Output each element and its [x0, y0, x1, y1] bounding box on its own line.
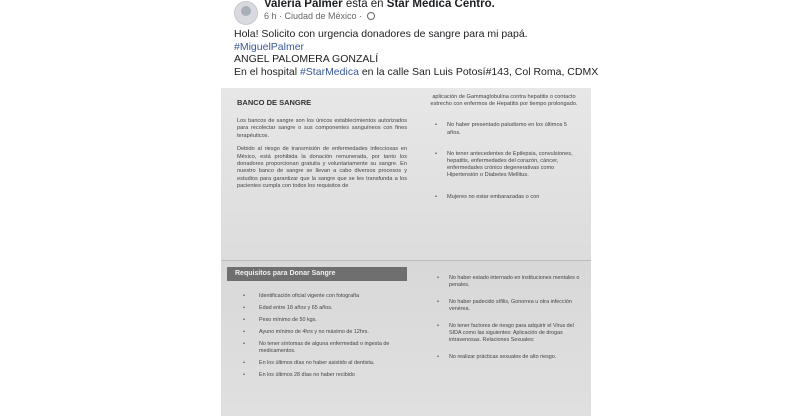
requirements-title: Requisitos para Donar Sangre: [227, 267, 407, 281]
list-item: • No haber padecido sífilis, Gonorrea u otra infección venérea.: [431, 299, 581, 313]
list-item: • En los últimos 28 días no haber recibido: [237, 372, 413, 379]
hashtag-starmedica[interactable]: #StarMedica: [299, 65, 359, 78]
list-item: • Ayuno mínimo de 4hrs y no máximo de 12hrs.: [237, 329, 413, 336]
post-author-line: [264, 0, 495, 10]
requirements-right-list: [431, 275, 581, 371]
post-line-1: Hola! Solicito con urgencia donadores de sangre para mi papá.: [234, 28, 528, 40]
author-name[interactable]: Valeria Palmer: [264, 0, 343, 10]
list-item: • No realizar prácticas sexuales de alto riesgo.: [431, 354, 581, 361]
list-item: • En los últimos días no haber asistido al dentista.: [237, 360, 413, 367]
document-page-1: [221, 88, 591, 266]
document-right-column: [429, 94, 579, 215]
post-line-4-prefix: En el hospital: [234, 65, 298, 78]
document-left-column: [237, 118, 407, 197]
post-meta: 6 h · Ciudad de México ·: [264, 11, 375, 21]
list-item: • Edad entre 18 años y 65 años.: [237, 305, 413, 312]
document-heading: BANCO DE SANGRE: [237, 98, 312, 107]
post-photo[interactable]: [221, 88, 591, 416]
list-item: • Identificación oficial vigente con fotografía: [237, 293, 413, 300]
requirements-left-list: [237, 293, 413, 384]
list-item: • Mujeres no estar embarazadas o con: [429, 194, 579, 201]
avatar[interactable]: [234, 1, 258, 25]
post-line-4-suffix: en la calle San Luis Potosí#143, Col Roma, CDMX: [361, 65, 599, 78]
list-item: • Peso mínimo de 50 kgs.: [237, 317, 413, 324]
list-item: • No tener factores de riesgo para adquirir el Virus del SIDA como las siguientes: Aplicación de drogas intravenosas. Relaciones Sexuales:: [431, 323, 581, 344]
list-item: • No tener síntomas de alguna enfermedad o ingesta de medicamentos.: [237, 341, 413, 355]
post-location[interactable]: Ciudad de México: [284, 11, 357, 21]
post-line-3: ANGEL PALOMERA GONZALÍ: [234, 53, 379, 65]
post-text: [234, 28, 794, 78]
document-page-2: [221, 260, 591, 416]
list-item: • No haber estado internado en instituciones mentales o penales.: [431, 275, 581, 289]
post-header: [0, 0, 800, 24]
list-item: • No tener antecedentes de Epilepsia, convulsiones, hepatitis, enfermedades del corazón, cáncer, enfermedades crónico degenerativas como Hipertensión o Diabetes Mellitus.: [429, 151, 579, 180]
list-item: • No haber presentado paludismo en los últimos 5 años.: [429, 122, 579, 136]
document-paragraph: Los bancos de sangre son los únicos establecimientos autorizados para recolectar sangre o sus componentes sanguíneos con fines terapéuticos.: [237, 118, 407, 139]
document-continued-text: aplicación de Gammaglobulina contra hepatitis o contacto estrecho con enfermos de Hepatitis por tiempo prolongado.: [430, 94, 578, 108]
post-time[interactable]: 6 h: [264, 11, 277, 21]
globe-icon: [367, 12, 375, 20]
hashtag-miguelpalmer[interactable]: #MiguelPalmer: [234, 40, 305, 53]
author-verb: está en: [345, 0, 384, 10]
post-line-4: [234, 66, 794, 79]
place-link[interactable]: Star Médica Centro.: [386, 0, 495, 10]
document-paragraph: Debido al riesgo de transmisión de enfermedades infecciosas en México, está prohibida la donación remunerada, por tanto los donadores proporcionan gratuita y voluntariamente su sangre. En nuestro banco de sangre se llevan a cabo diversos procesos y estudios para garantizar que la sangre que se les transfunda a los pacientes cumpla con todos los requisitos de: [237, 146, 407, 190]
